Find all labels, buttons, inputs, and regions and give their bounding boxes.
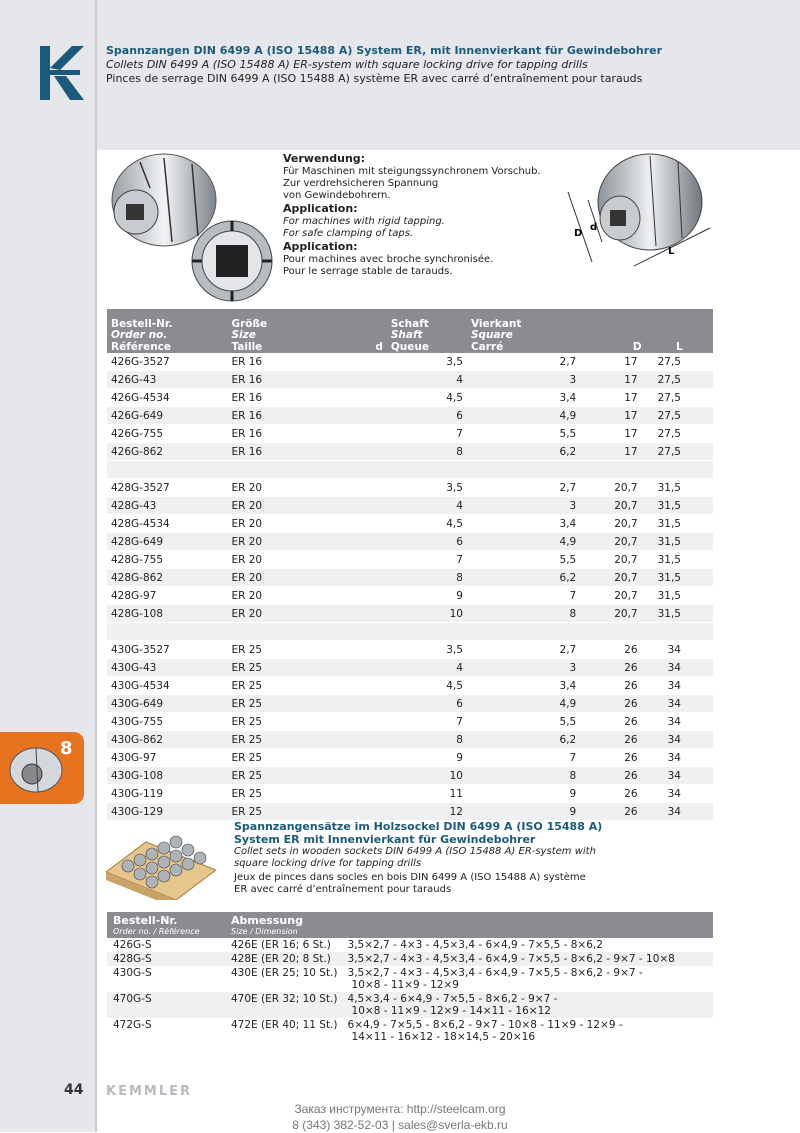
cell-L: 34 xyxy=(646,677,713,695)
cell-size: ER 20 xyxy=(227,587,367,605)
cell-D: 26 xyxy=(580,767,645,785)
cell-D: 26 xyxy=(580,785,645,803)
cell-L: 34 xyxy=(646,659,713,677)
cell-square: 2,7 xyxy=(467,353,580,371)
page-number: 44 xyxy=(64,1082,84,1098)
cell-shank: 10 xyxy=(387,605,467,623)
sidebar-divider xyxy=(95,0,97,1132)
cell-d xyxy=(367,605,387,623)
cell-D: 17 xyxy=(580,443,645,461)
kemmler-logo xyxy=(40,46,84,100)
cell-size: ER 25 xyxy=(227,803,367,821)
cell-square: 3 xyxy=(467,659,580,677)
sets-order-no: 470G-S xyxy=(107,992,225,1018)
sets-row xyxy=(107,938,713,952)
sets-dimensions xyxy=(342,966,713,992)
table-row xyxy=(107,407,713,425)
sets-dimension-line: 3,5×2,7 - 4×3 - 4,5×3,4 - 6×4,9 - 7×5,5 - 8×6,2 - 9×7 - xyxy=(347,967,643,979)
left-sidebar xyxy=(0,0,95,1132)
cell-square: 9 xyxy=(467,803,580,821)
sets-dimension-line: 3,5×2,7 - 4×3 - 4,5×3,4 - 6×4,9 - 7×5,5 - 8×6,2 xyxy=(347,939,603,951)
cell-L: 27,5 xyxy=(646,443,713,461)
cell-L: 31,5 xyxy=(646,533,713,551)
sets-title-en: Collet sets in wooden sockets DIN 6499 A (ISO 15488 A) ER-system with xyxy=(234,846,596,857)
usage-fr-line: Pour le serrage stable de tarauds. xyxy=(283,266,453,277)
cell-square: 8 xyxy=(467,767,580,785)
cell-square: 4,9 xyxy=(467,695,580,713)
cell-L: 31,5 xyxy=(646,605,713,623)
table-row xyxy=(107,353,713,371)
sets-col-dim: Abmessung Size / Dimension xyxy=(225,912,713,938)
sets-row xyxy=(107,952,713,966)
cell-shank: 6 xyxy=(387,695,467,713)
cell-d xyxy=(367,695,387,713)
col-order: Bestell-Nr. Order no. Référence xyxy=(107,309,227,353)
usage-de-heading: Verwendung: xyxy=(283,152,366,165)
cell-D: 20,7 xyxy=(580,587,645,605)
cell-D: 26 xyxy=(580,731,645,749)
cell-square: 2,7 xyxy=(467,479,580,497)
cell-shank: 7 xyxy=(387,551,467,569)
title-en: Collets DIN 6499 A (ISO 15488 A) ER-system with square locking drive for tapping drills xyxy=(106,58,588,71)
cell-size: ER 16 xyxy=(227,371,367,389)
sets-dimension-line: 6×4,9 - 7×5,5 - 8×6,2 - 9×7 - 10×8 - 11×9 - 12×9 - xyxy=(347,1019,623,1031)
cell-D: 26 xyxy=(580,749,645,767)
sets-set-name: 426E (ER 16; 6 St.) xyxy=(231,939,331,951)
usage-en-line: For safe clamping of taps. xyxy=(283,228,414,239)
cell-square: 9 xyxy=(467,785,580,803)
cell-order: 430G-129 xyxy=(107,803,227,821)
sets-table-header xyxy=(107,912,713,938)
cell-order: 430G-97 xyxy=(107,749,227,767)
table-row xyxy=(107,443,713,461)
table-header xyxy=(107,309,713,353)
table-row xyxy=(107,551,713,569)
chapter-tab-collet-icon xyxy=(8,746,64,794)
cell-d xyxy=(367,659,387,677)
cell-size: ER 20 xyxy=(227,515,367,533)
cell-L: 34 xyxy=(646,785,713,803)
cell-d xyxy=(367,641,387,659)
sets-set-name: 428E (ER 20; 8 St.) xyxy=(225,952,342,966)
table-row xyxy=(107,533,713,551)
cell-square: 3 xyxy=(467,497,580,515)
cell-size: ER 25 xyxy=(227,785,367,803)
usage-en-line: For machines with rigid tapping. xyxy=(283,216,445,227)
label-D: D xyxy=(574,228,583,239)
cell-square: 5,5 xyxy=(467,551,580,569)
cell-d xyxy=(367,551,387,569)
cell-size: ER 20 xyxy=(227,551,367,569)
group-spacer xyxy=(107,461,713,479)
cell-order: 428G-97 xyxy=(107,587,227,605)
sets-row xyxy=(107,992,713,1018)
cell-size: ER 25 xyxy=(227,677,367,695)
cell-square: 8 xyxy=(467,605,580,623)
cell-d xyxy=(367,587,387,605)
cell-D: 17 xyxy=(580,371,645,389)
cell-square: 2,7 xyxy=(467,641,580,659)
cell-L: 27,5 xyxy=(646,407,713,425)
table-row xyxy=(107,641,713,659)
cell-shank: 4 xyxy=(387,659,467,677)
sets-title-de: Spannzangensätze im Holzsockel DIN 6499 A (ISO 15488 A) xyxy=(234,820,603,833)
sets-dimensions xyxy=(342,1018,713,1044)
cell-L: 34 xyxy=(646,803,713,821)
cell-square: 3,4 xyxy=(467,677,580,695)
cell-square: 5,5 xyxy=(467,713,580,731)
sets-order-no: 426G-S xyxy=(113,939,152,951)
sets-dimensions xyxy=(342,992,713,1018)
table-row xyxy=(107,803,713,821)
cell-size: ER 25 xyxy=(227,641,367,659)
cell-L: 34 xyxy=(646,641,713,659)
table-row xyxy=(107,677,713,695)
usage-de-line: Für Maschinen mit steigungssynchronem Vorschub. xyxy=(283,166,541,177)
cell-L: 31,5 xyxy=(646,551,713,569)
cell-d xyxy=(367,713,387,731)
collet-table xyxy=(107,309,713,821)
cell-L: 27,5 xyxy=(646,389,713,407)
cell-L: 34 xyxy=(646,731,713,749)
usage-de-line: von Gewindebohrern. xyxy=(283,190,391,201)
cell-d xyxy=(367,479,387,497)
table-row xyxy=(107,695,713,713)
sets-dimensions xyxy=(342,938,713,952)
cell-size: ER 25 xyxy=(227,767,367,785)
table-row xyxy=(107,749,713,767)
collet-set-image xyxy=(106,822,216,900)
usage-fr-heading: Application: xyxy=(283,240,358,253)
cell-D: 26 xyxy=(580,659,645,677)
cell-square: 7 xyxy=(467,749,580,767)
cell-L: 34 xyxy=(646,767,713,785)
cell-size: ER 25 xyxy=(227,695,367,713)
cell-d xyxy=(367,533,387,551)
sets-dimension-line: 3,5×2,7 - 4×3 - 4,5×3,4 - 6×4,9 - 7×5,5 - 8×6,2 - 9×7 - 10×8 xyxy=(347,953,675,965)
cell-order: 426G-3527 xyxy=(107,353,227,371)
cell-shank: 3,5 xyxy=(387,641,467,659)
cell-order: 426G-4534 xyxy=(107,389,227,407)
sets-set-name: 470E (ER 32; 10 St.) xyxy=(225,992,342,1018)
cell-order: 430G-649 xyxy=(107,695,227,713)
cell-square: 3 xyxy=(467,371,580,389)
cell-D: 17 xyxy=(580,353,645,371)
cell-D: 17 xyxy=(580,425,645,443)
cell-shank: 4 xyxy=(387,497,467,515)
cell-size: ER 16 xyxy=(227,425,367,443)
cell-d xyxy=(367,749,387,767)
cell-square: 6,2 xyxy=(467,569,580,587)
cell-L: 31,5 xyxy=(646,497,713,515)
cell-size: ER 25 xyxy=(227,659,367,677)
cell-order: 428G-4534 xyxy=(107,515,227,533)
cell-d xyxy=(367,353,387,371)
usage-de-line: Zur verdrehsicheren Spannung xyxy=(283,178,439,189)
table-row xyxy=(107,587,713,605)
cell-square: 7 xyxy=(467,587,580,605)
chapter-number: 8 xyxy=(60,738,73,759)
cell-d xyxy=(367,371,387,389)
sets-dimension-line: 14×11 - 16×12 - 18×14,5 - 20×16 xyxy=(351,1031,536,1043)
table-row xyxy=(107,569,713,587)
sets-header xyxy=(234,820,704,896)
cell-size: ER 20 xyxy=(227,533,367,551)
cell-shank: 10 xyxy=(387,767,467,785)
cell-order: 428G-862 xyxy=(107,569,227,587)
cell-order: 428G-43 xyxy=(107,497,227,515)
cell-L: 34 xyxy=(646,713,713,731)
cell-square: 3,4 xyxy=(467,389,580,407)
footer-line-order: Заказ инструмента: http://steelcam.org xyxy=(294,1102,506,1116)
cell-D: 20,7 xyxy=(580,551,645,569)
cell-order: 426G-43 xyxy=(107,371,227,389)
sets-title-fr: ER avec carré d’entraînement pour tarauds xyxy=(234,884,452,895)
cell-D: 17 xyxy=(580,389,645,407)
cell-L: 34 xyxy=(646,749,713,767)
cell-order: 426G-755 xyxy=(107,425,227,443)
cell-size: ER 20 xyxy=(227,605,367,623)
cell-d xyxy=(367,767,387,785)
cell-D: 20,7 xyxy=(580,479,645,497)
table-row xyxy=(107,785,713,803)
cell-d xyxy=(367,785,387,803)
col-d: d xyxy=(367,309,387,353)
usage-text xyxy=(283,152,543,278)
cell-D: 20,7 xyxy=(580,605,645,623)
title-fr: Pinces de serrage DIN 6499 A (ISO 15488 A) système ER avec carré d’entraînement pour tarauds xyxy=(106,72,643,85)
cell-square: 4,9 xyxy=(467,533,580,551)
cell-d xyxy=(367,569,387,587)
cell-shank: 6 xyxy=(387,407,467,425)
table-row xyxy=(107,731,713,749)
cell-L: 27,5 xyxy=(646,353,713,371)
sets-row xyxy=(107,1018,713,1044)
cell-d xyxy=(367,731,387,749)
sets-dimension-line: 4,5×3,4 - 6×4,9 - 7×5,5 - 8×6,2 - 9×7 - xyxy=(347,993,558,1005)
cell-L: 27,5 xyxy=(646,425,713,443)
cell-shank: 9 xyxy=(387,749,467,767)
table-row xyxy=(107,515,713,533)
sets-dimension-line: 10×8 - 11×9 - 12×9 xyxy=(351,979,459,991)
cell-shank: 3,5 xyxy=(387,479,467,497)
cell-shank: 12 xyxy=(387,803,467,821)
cell-shank: 4,5 xyxy=(387,515,467,533)
cell-shank: 9 xyxy=(387,587,467,605)
cell-size: ER 16 xyxy=(227,353,367,371)
cell-shank: 7 xyxy=(387,713,467,731)
cell-order: 430G-862 xyxy=(107,731,227,749)
cell-d xyxy=(367,515,387,533)
col-size: Größe Size Taille xyxy=(227,309,367,353)
cell-size: ER 20 xyxy=(227,497,367,515)
cell-size: ER 16 xyxy=(227,443,367,461)
cell-d xyxy=(367,443,387,461)
cell-D: 20,7 xyxy=(580,569,645,587)
cell-shank: 6 xyxy=(387,533,467,551)
usage-en-heading: Application: xyxy=(283,202,358,215)
sets-order-no: 428G-S xyxy=(107,952,225,966)
cell-D: 26 xyxy=(580,641,645,659)
table-row xyxy=(107,389,713,407)
cell-order: 428G-108 xyxy=(107,605,227,623)
cell-shank: 8 xyxy=(387,569,467,587)
sets-order-no: 430G-S xyxy=(113,967,152,979)
cell-d xyxy=(367,497,387,515)
col-L: L xyxy=(646,309,713,353)
cell-shank: 4,5 xyxy=(387,389,467,407)
cell-size: ER 25 xyxy=(227,731,367,749)
cell-order: 428G-649 xyxy=(107,533,227,551)
cell-size: ER 20 xyxy=(227,479,367,497)
cell-D: 26 xyxy=(580,713,645,731)
cell-order: 428G-755 xyxy=(107,551,227,569)
table-row xyxy=(107,371,713,389)
cell-d xyxy=(367,407,387,425)
cell-order: 430G-119 xyxy=(107,785,227,803)
cell-d xyxy=(367,389,387,407)
cell-size: ER 16 xyxy=(227,407,367,425)
cell-shank: 8 xyxy=(387,731,467,749)
label-d: d xyxy=(590,222,598,233)
footer-line-contact: 8 (343) 382-52-03 | sales@sverla-ekb.ru xyxy=(292,1118,508,1132)
sets-row xyxy=(107,966,713,992)
cell-square: 3,4 xyxy=(467,515,580,533)
cell-order: 430G-108 xyxy=(107,767,227,785)
table-row xyxy=(107,767,713,785)
group-spacer xyxy=(107,623,713,641)
cell-L: 31,5 xyxy=(646,587,713,605)
sets-set-name: 472E (ER 40; 11 St.) xyxy=(231,1019,338,1031)
cell-order: 430G-43 xyxy=(107,659,227,677)
cell-square: 6,2 xyxy=(467,443,580,461)
table-row xyxy=(107,425,713,443)
label-L: L xyxy=(668,246,675,257)
cell-shank: 4,5 xyxy=(387,677,467,695)
cell-D: 20,7 xyxy=(580,533,645,551)
brand-name: KEMMLER xyxy=(106,1084,193,1099)
cell-order: 426G-862 xyxy=(107,443,227,461)
cell-D: 17 xyxy=(580,407,645,425)
cell-size: ER 20 xyxy=(227,569,367,587)
cell-D: 20,7 xyxy=(580,515,645,533)
sets-set-name: 430E (ER 25; 10 St.) xyxy=(231,967,338,979)
cell-L: 27,5 xyxy=(646,371,713,389)
cell-shank: 11 xyxy=(387,785,467,803)
table-row xyxy=(107,479,713,497)
col-shank: Schaft Shaft Queue xyxy=(387,309,467,353)
cell-order: 428G-3527 xyxy=(107,479,227,497)
collet-image-front xyxy=(186,218,278,304)
cell-square: 6,2 xyxy=(467,731,580,749)
cell-order: 426G-649 xyxy=(107,407,227,425)
sets-table xyxy=(107,912,713,1044)
col-D: D xyxy=(580,309,645,353)
cell-order: 430G-4534 xyxy=(107,677,227,695)
cell-square: 5,5 xyxy=(467,425,580,443)
table-row xyxy=(107,659,713,677)
cell-d xyxy=(367,677,387,695)
cell-D: 20,7 xyxy=(580,497,645,515)
page-header xyxy=(106,44,662,86)
cell-D: 26 xyxy=(580,803,645,821)
cell-L: 34 xyxy=(646,695,713,713)
cell-L: 31,5 xyxy=(646,479,713,497)
cell-shank: 7 xyxy=(387,425,467,443)
cell-order: 430G-3527 xyxy=(107,641,227,659)
title-de: Spannzangen DIN 6499 A (ISO 15488 A) System ER, mit Innenvierkant für Gewindebohrer xyxy=(106,44,662,57)
table-row xyxy=(107,605,713,623)
cell-d xyxy=(367,803,387,821)
cell-square: 4,9 xyxy=(467,407,580,425)
cell-shank: 3,5 xyxy=(387,353,467,371)
cell-size: ER 16 xyxy=(227,389,367,407)
cell-D: 26 xyxy=(580,677,645,695)
cell-size: ER 25 xyxy=(227,713,367,731)
sets-dimensions xyxy=(342,952,713,966)
cell-order: 430G-755 xyxy=(107,713,227,731)
sets-title-fr: Jeux de pinces dans socles en bois DIN 6499 A (ISO 15488 A) système xyxy=(234,872,586,883)
table-row xyxy=(107,713,713,731)
cell-L: 31,5 xyxy=(646,515,713,533)
col-square: Vierkant Square Carré xyxy=(467,309,580,353)
sets-title-de: System ER mit Innenvierkant für Gewindebohrer xyxy=(234,833,536,846)
sets-dimension-line: 10×8 - 11×9 - 12×9 - 14×11 - 16×12 xyxy=(351,1005,551,1017)
sets-order-no: 472G-S xyxy=(113,1019,152,1031)
usage-fr-line: Pour machines avec broche synchronisée. xyxy=(283,254,494,265)
cell-size: ER 25 xyxy=(227,749,367,767)
cell-d xyxy=(367,425,387,443)
cell-D: 26 xyxy=(580,695,645,713)
cell-shank: 4 xyxy=(387,371,467,389)
table-row xyxy=(107,497,713,515)
collet-dimension-drawing xyxy=(560,150,720,280)
cell-L: 31,5 xyxy=(646,569,713,587)
sets-col-order: Bestell-Nr. Order no. / Référence xyxy=(107,912,225,938)
footer-contact xyxy=(0,1101,800,1133)
cell-shank: 8 xyxy=(387,443,467,461)
sets-title-en: square locking drive for tapping drills xyxy=(234,858,422,869)
